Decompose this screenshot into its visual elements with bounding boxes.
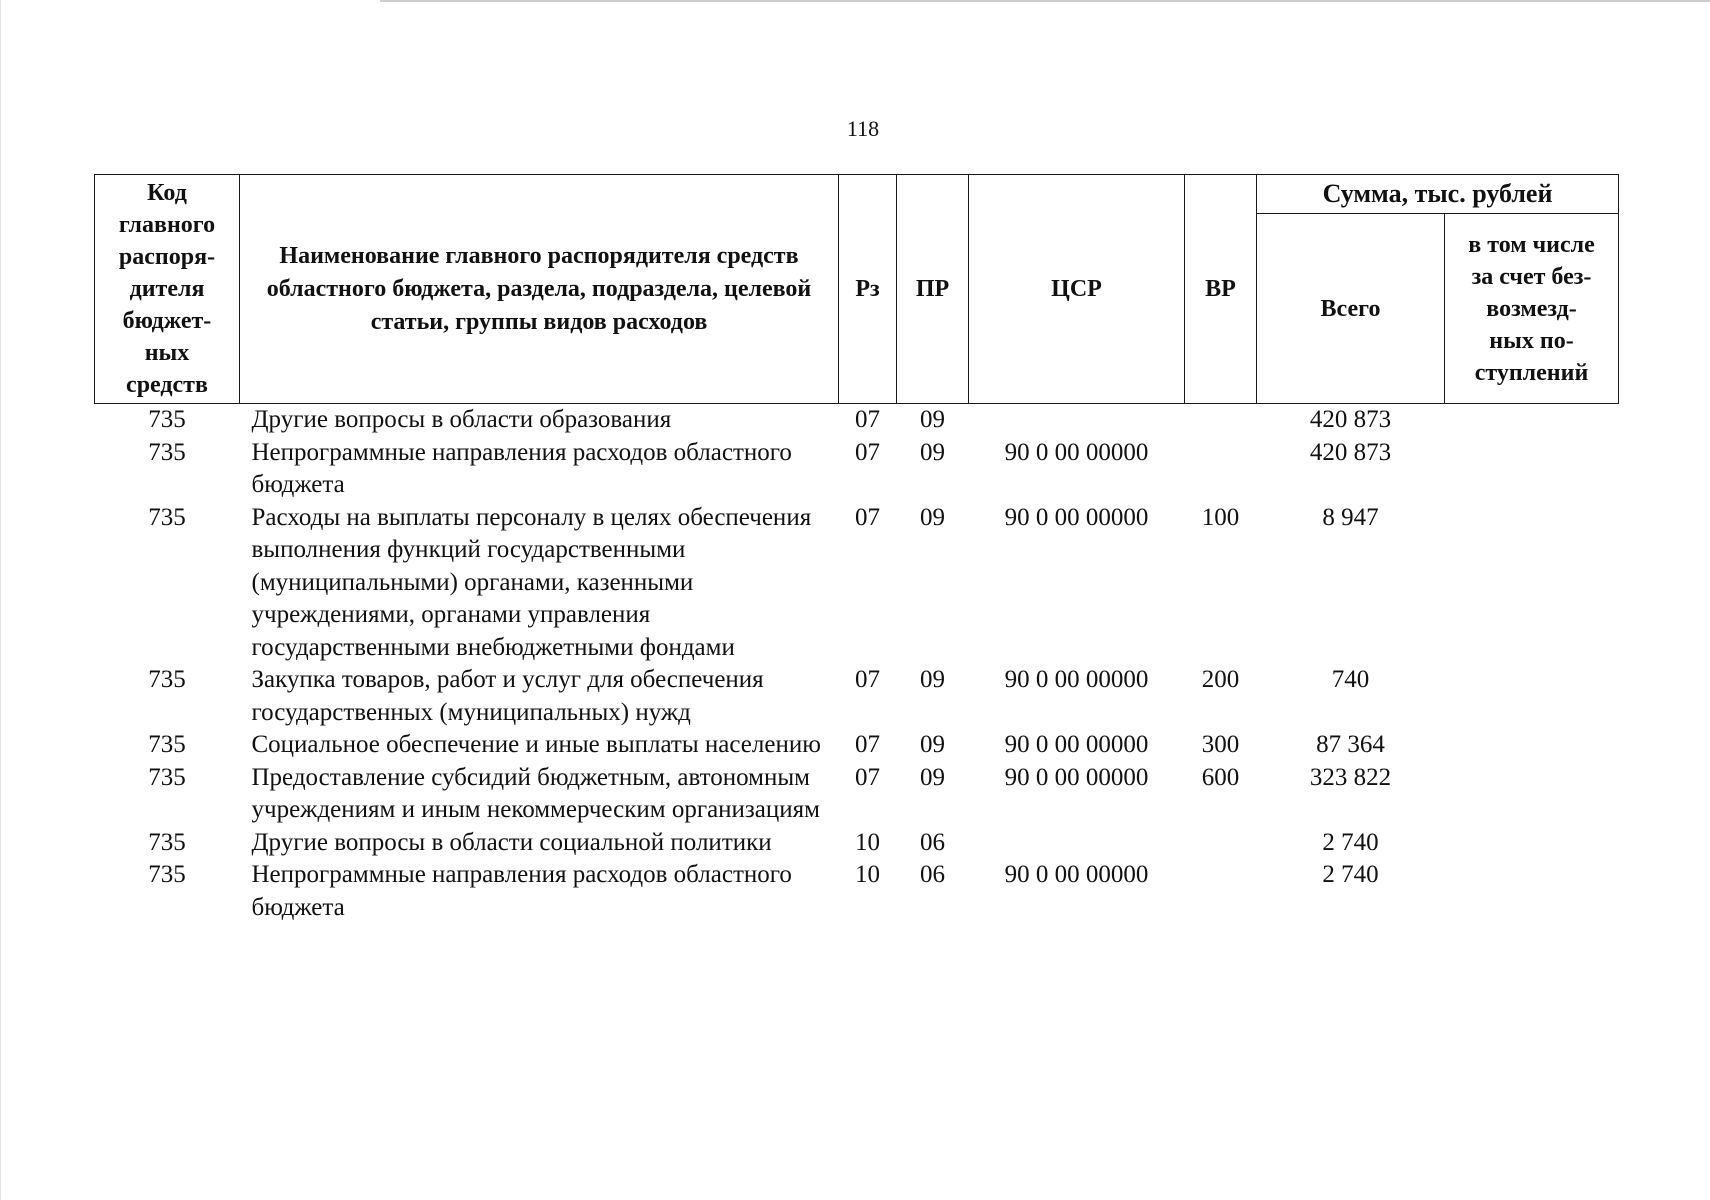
table-row bbox=[95, 859, 1619, 924]
header-vr: ВР bbox=[1185, 175, 1257, 404]
cell-code: 735 bbox=[148, 861, 186, 888]
table-row bbox=[95, 437, 1619, 502]
cell-name: Другие вопросы в области социальной политики bbox=[251, 828, 772, 856]
header-pr: ПР bbox=[897, 175, 969, 404]
header-csr: ЦСР bbox=[969, 175, 1185, 404]
cell-rz: 07 bbox=[855, 406, 880, 433]
cell-csr: 90 0 00 00000 bbox=[1004, 861, 1149, 888]
cell-pr: 09 bbox=[920, 763, 945, 791]
cell-free bbox=[1445, 502, 1619, 665]
cell-free bbox=[1445, 437, 1619, 502]
header-sum: Сумма, тыс. рублей bbox=[1257, 175, 1619, 214]
cell-code: 735 bbox=[148, 763, 186, 791]
page-number: 118 bbox=[846, 116, 880, 141]
cell-name: Другие вопросы в области образования bbox=[251, 406, 672, 433]
cell-total: 87 364 bbox=[1316, 731, 1385, 758]
cell-rz: 07 bbox=[855, 666, 880, 693]
cell-free bbox=[1445, 664, 1619, 729]
cell-name: Непрограммные направления расходов областного бюджета bbox=[251, 861, 792, 921]
cell-rz: 07 bbox=[855, 763, 880, 791]
cell-vr: 300 bbox=[1201, 731, 1240, 758]
cell-pr: 06 bbox=[920, 828, 945, 856]
header-name: Наименование главного распорядителя средств областного бюджета, раздела, подраздела, целевой статьи, группы видов расходов bbox=[240, 175, 839, 404]
cell-vr: 200 bbox=[1201, 666, 1240, 693]
table-body bbox=[95, 404, 1619, 925]
cell-csr bbox=[969, 404, 1185, 437]
cell-free bbox=[1445, 762, 1619, 827]
cell-name: Социальное обеспечение и иные выплаты населению bbox=[251, 731, 821, 758]
cell-csr: 90 0 00 00000 bbox=[1004, 503, 1149, 531]
cell-code: 735 bbox=[148, 406, 186, 433]
cell-pr: 09 bbox=[920, 503, 945, 531]
cell-total: 2 740 bbox=[1322, 828, 1379, 856]
budget-table bbox=[94, 174, 1619, 924]
cell-pr: 06 bbox=[920, 861, 945, 888]
cell-pr: 09 bbox=[920, 438, 945, 466]
cell-rz: 07 bbox=[855, 731, 880, 758]
cell-pr: 09 bbox=[920, 406, 945, 433]
cell-free bbox=[1445, 859, 1619, 924]
cell-vr bbox=[1185, 859, 1257, 924]
table-row bbox=[95, 502, 1619, 665]
cell-vr bbox=[1185, 404, 1257, 437]
cell-name: Предоставление субсидий бюджетным, автономным учреждениям и иным некоммерческим организациям bbox=[251, 763, 820, 823]
cell-rz: 10 bbox=[855, 861, 880, 888]
header-free: в том числе за счет без- возмезд- ных по- ступлений bbox=[1445, 214, 1619, 404]
cell-code: 735 bbox=[148, 828, 186, 856]
cell-free bbox=[1445, 404, 1619, 437]
cell-total: 323 822 bbox=[1309, 763, 1392, 791]
table-row bbox=[95, 762, 1619, 827]
cell-code: 735 bbox=[148, 731, 186, 758]
cell-code: 735 bbox=[148, 438, 186, 466]
cell-rz: 10 bbox=[855, 828, 880, 856]
cell-csr: 90 0 00 00000 bbox=[1004, 666, 1149, 693]
header-rz: Рз bbox=[839, 175, 897, 404]
cell-csr bbox=[969, 827, 1185, 860]
cell-csr: 90 0 00 00000 bbox=[1004, 763, 1149, 791]
cell-csr: 90 0 00 00000 bbox=[1004, 731, 1149, 758]
cell-free bbox=[1445, 729, 1619, 762]
cell-code: 735 bbox=[148, 503, 186, 531]
table-row bbox=[95, 664, 1619, 729]
table-row bbox=[95, 827, 1619, 860]
cell-free bbox=[1445, 827, 1619, 860]
cell-total: 420 873 bbox=[1309, 406, 1392, 433]
cell-total: 740 bbox=[1331, 666, 1370, 693]
table-row bbox=[95, 729, 1619, 762]
scan-artifact-top bbox=[380, 0, 1710, 2]
table-row bbox=[95, 404, 1619, 437]
cell-pr: 09 bbox=[920, 666, 945, 693]
header-total: Всего bbox=[1257, 214, 1445, 404]
cell-total: 2 740 bbox=[1322, 861, 1379, 888]
cell-csr: 90 0 00 00000 bbox=[1004, 438, 1149, 466]
cell-name: Закупка товаров, работ и услуг для обеспечения государственных (муниципальных) нужд bbox=[251, 666, 764, 726]
cell-code: 735 bbox=[148, 666, 186, 693]
cell-rz: 07 bbox=[855, 503, 880, 531]
cell-vr bbox=[1185, 827, 1257, 860]
cell-total: 8 947 bbox=[1322, 503, 1379, 531]
cell-total: 420 873 bbox=[1309, 438, 1392, 466]
cell-name: Непрограммные направления расходов областного бюджета bbox=[251, 438, 792, 498]
scan-artifact-edge bbox=[0, 0, 1, 1200]
cell-vr: 100 bbox=[1201, 503, 1240, 531]
cell-vr: 600 bbox=[1201, 763, 1240, 791]
cell-vr bbox=[1185, 437, 1257, 502]
header-code: Код главного распоря- дителя бюджет- ных средств bbox=[95, 175, 240, 404]
cell-name: Расходы на выплаты персоналу в целях обеспечения выполнения функций государственными (муниципальными) органами, казенными учреждениями, органами управления государственными внебюджетными фондами bbox=[251, 503, 812, 661]
cell-rz: 07 bbox=[855, 438, 880, 466]
cell-pr: 09 bbox=[920, 731, 945, 758]
table-header bbox=[95, 175, 1619, 404]
